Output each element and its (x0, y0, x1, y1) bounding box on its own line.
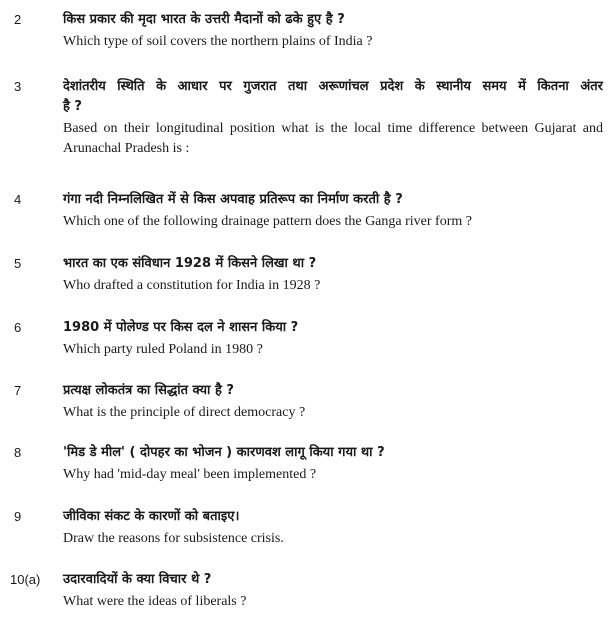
question-hindi-line-1: देशांतरीय स्थिति के आधार पर गुजरात तथा अरूणांचल प्रदेश के स्थानीय समय में कितना अंतर (63, 79, 603, 94)
question-number: 2 (14, 12, 22, 27)
question-text (63, 570, 603, 612)
question-english: Why had 'mid-day meal' been implemented ? (63, 467, 317, 482)
question-english: What were the ideas of liberals ? (63, 594, 247, 609)
question-hindi-line-2: है ? (63, 99, 82, 114)
question-text (63, 507, 603, 549)
question-english: Which type of soil covers the northern plains of India ? (63, 34, 373, 49)
question-hindi: प्रत्यक्ष लोकतंत्र का सिद्धांत क्या है ? (63, 383, 234, 398)
question-hindi: भारत का एक संविधान 1928 में किसने लिखा था ? (63, 256, 317, 271)
question-text (63, 381, 603, 423)
question-number: 8 (14, 445, 22, 460)
question-text (63, 318, 603, 360)
question-hindi: 'मिड डे मील' ( दोपहर का भोजन ) कारणवश लागू किया गया था ? (63, 445, 385, 460)
question-text (63, 254, 603, 296)
question-hindi: उदारवादियों के क्या विचार थे ? (63, 572, 212, 587)
question-english: Based on their longitudinal position what is the local time difference between Gujarat and Arunachal Pradesh is : (63, 121, 603, 156)
question-hindi: किस प्रकार की मृदा भारत के उत्तरी मैदानों को ढके हुए है ? (63, 12, 345, 27)
question-hindi: जीविका संकट के कारणों को बताइए। (63, 509, 240, 524)
question-number: 6 (14, 320, 22, 335)
question-number: 5 (14, 256, 22, 271)
question-number: 3 (14, 79, 22, 94)
question-english: Who drafted a constitution for India in 1928 ? (63, 278, 321, 293)
question-number: 10(a) (10, 572, 41, 587)
question-number: 7 (14, 383, 22, 398)
question-number: 4 (14, 192, 22, 207)
question-english: Which party ruled Poland in 1980 ? (63, 342, 263, 357)
question-text (63, 10, 603, 52)
question-number: 9 (14, 509, 22, 524)
question-english: Draw the reasons for subsistence crisis. (63, 531, 284, 546)
question-hindi: गंगा नदी निम्नलिखित में से किस अपवाह प्रतिरूप का निर्माण करती है ? (63, 192, 403, 207)
question-english: Which one of the following drainage pattern does the Ganga river form ? (63, 214, 472, 229)
question-english: What is the principle of direct democracy ? (63, 405, 306, 420)
question-text (63, 190, 603, 232)
question-text (63, 77, 603, 159)
question-hindi: 1980 में पोलेण्ड पर किस दल ने शासन किया ? (63, 320, 299, 335)
question-text (63, 443, 603, 485)
